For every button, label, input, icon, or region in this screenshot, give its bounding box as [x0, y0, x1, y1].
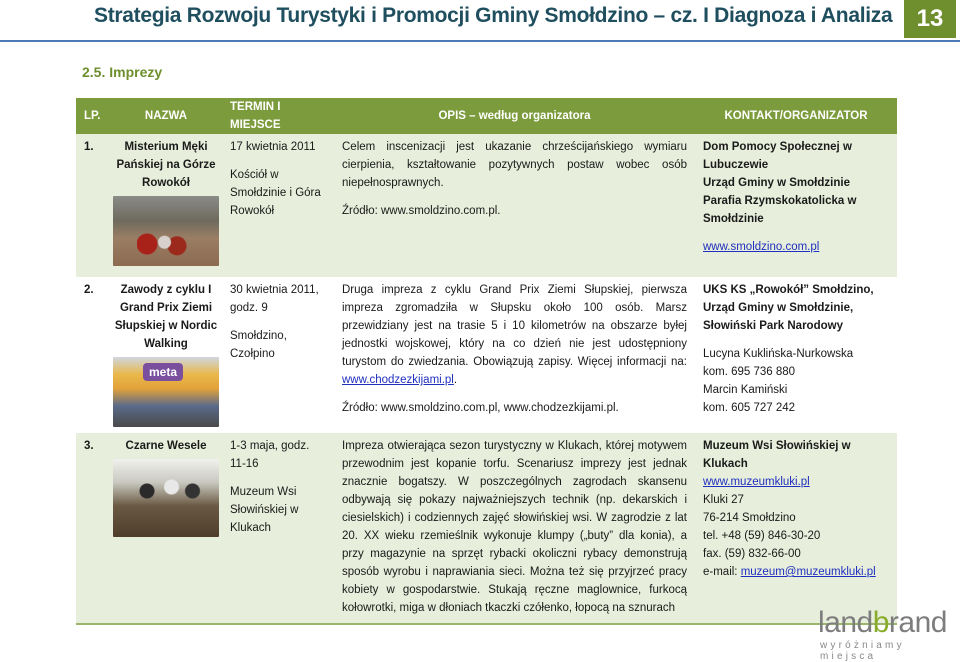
- event-name: Zawody z cyklu I Grand Prix Ziemi Słupskiej w Nordic Walking: [114, 284, 218, 350]
- page-number: 13: [904, 0, 956, 38]
- logo-text: rand: [888, 606, 947, 639]
- event-photo: [113, 459, 219, 537]
- event-source: Źródło: www.smoldzino.com.pl, www.chodzezkijami.pl.: [342, 402, 619, 414]
- col-name: NAZWA: [110, 98, 222, 134]
- col-desc: OPIS – według organizatora: [334, 98, 695, 134]
- logo-tagline: wyróżniamy miejsca: [820, 640, 905, 662]
- event-description: Celem inscenizacji jest ukazanie chrześcijańskiego wymiaru cierpienia, kształtowanie pozytywnych postaw wobec osób niepełnosprawnych.: [342, 141, 687, 189]
- event-place: Smołdzino, Czołpino: [230, 330, 287, 360]
- contact-details: Lucyna Kuklińska-Nurkowska kom. 695 736 880 Marcin Kamiński kom. 605 727 242: [703, 348, 854, 414]
- event-description: Impreza otwierająca sezon turystyczny w Klukach, której motywem przewodnim jest kopanie torfu. Scenariusz imprezy jest jednak znacznie bogatszy. W poszczególnych zagrodach skansenu odbywają się pokazy najważniejszych technik (np. dekarskich i ciesielskich) i codziennych zajęć słowińskiej wsi. W zagrodzie z lat 20. XX wieku rzemieślnik wykonuje klumpy („buty” dla konia), a przy magazynie na sprzęt rybacki okoliczni rybacy demonstrują sposób wyrobu i naprawiania sieci. Można też się przyjrzeć pracy kobiety w gospodarstwie. Stukają ręczne maglownice, furkocą kołowrotki, miga w dłoniach tkaczki czółenko, łopocą na sznurach: [342, 440, 687, 614]
- table-row: [76, 433, 897, 624]
- document-title: Strategia Rozwoju Turystyki i Promocji Gminy Smołdzino – cz. I Diagnoza i Analiza: [94, 4, 893, 27]
- event-name: Czarne Wesele: [125, 440, 207, 452]
- row-lp: 2.: [84, 284, 94, 296]
- logo-text-accent: b: [872, 606, 889, 639]
- email-link[interactable]: muzeum@muzeumkluki.pl: [740, 566, 876, 578]
- logo-text: land: [818, 606, 873, 639]
- event-description: Druga impreza z cyklu Grand Prix Ziemi Słupskiej, pierwsza impreza zgromadziła w Słupsku około 100 osób. Marsz przewidziany jest na trasie 5 i 10 kilometrów na obszarze byłej jednostki wojskowej, który na co dzień nie jest udostępniony turystom do zwiedzania. Obowiązują zapisy. Więcej informacji na:: [342, 284, 687, 368]
- organizer: UKS KS „Rowokół” Smołdzino, Urząd Gminy w Smołdzinie, Słowiński Park Narodowy: [703, 284, 874, 332]
- event-place: Kościół w Smołdzinie i Góra Rowokół: [230, 169, 321, 217]
- organizer-link[interactable]: www.smoldzino.com.pl: [703, 241, 820, 253]
- col-term: TERMIN I MIEJSCE: [222, 98, 334, 134]
- event-source: Źródło: www.smoldzino.com.pl.: [342, 205, 501, 217]
- organizer-link[interactable]: www.muzeumkluki.pl: [703, 476, 810, 488]
- event-place: Muzeum Wsi Słowińskiej w Klukach: [230, 486, 299, 534]
- contact-details: Kluki 27 76-214 Smołdzino tel. +48 (59) 846-30-20 fax. (59) 832-66-00: [703, 494, 821, 560]
- event-photo: [113, 196, 219, 266]
- email-label: e-mail:: [703, 566, 741, 578]
- landbrand-logo: [818, 606, 947, 640]
- table-row: [76, 134, 897, 277]
- section-heading: 2.5. Imprezy: [82, 64, 163, 80]
- organizer: Muzeum Wsi Słowińskiej w Klukach: [703, 440, 851, 470]
- col-lp: LP.: [76, 98, 110, 134]
- event-name: Misterium Męki Pańskiej na Górze Rowokół: [116, 141, 216, 189]
- col-contact: KONTAKT/ORGANIZATOR: [695, 98, 897, 134]
- event-date: 30 kwietnia 2011, godz. 9: [230, 284, 319, 314]
- event-photo: [113, 357, 219, 427]
- header-divider: [0, 40, 960, 42]
- organizer: Dom Pomocy Społecznej w Lubuczewie Urząd Gminy w Smołdzinie Parafia Rzymskokatolicka w Smołdzinie: [703, 141, 857, 225]
- row-lp: 1.: [76, 134, 110, 277]
- events-table: [76, 98, 897, 625]
- row-lp: 3.: [76, 433, 110, 624]
- description-link[interactable]: www.chodzezkijami.pl: [342, 374, 454, 386]
- event-date: 1-3 maja, godz. 11-16: [230, 440, 310, 470]
- table-header-row: [76, 98, 897, 134]
- event-date: 17 kwietnia 2011: [230, 141, 316, 153]
- table-row: 2. Zawody z cyklu I Grand Prix Ziemi Słupskiej w Nordic Walking meta 30 kwietnia 2011, godz. 9 Smołdzino, Czołpino Druga impreza z cyklu Grand Prix Ziemi Słupskiej, pierwsza impreza zgromadziła w Słupsku około 100 osób. Marsz przewidziany jest na trasie 5 i 10 kilometrów na obszarze byłej jednostki wojskowej, który na co dzień nie jest udostępniony turystom do zwiedzania. Obowiązują zapisy. Więcej informacji na: www.chodzezkijami.pl. Źródło: www.smoldzino.com.pl, www.chodzezkijami.pl. UKS KS „Rowokół” Smołdzino, Urząd Gminy w Smołdzinie, Słowiński Park Narodowy Lucyna Kuklińska-Nurkowska kom. 695 736 880 Marcin Kamiński kom. 605 727 242: [76, 277, 897, 433]
